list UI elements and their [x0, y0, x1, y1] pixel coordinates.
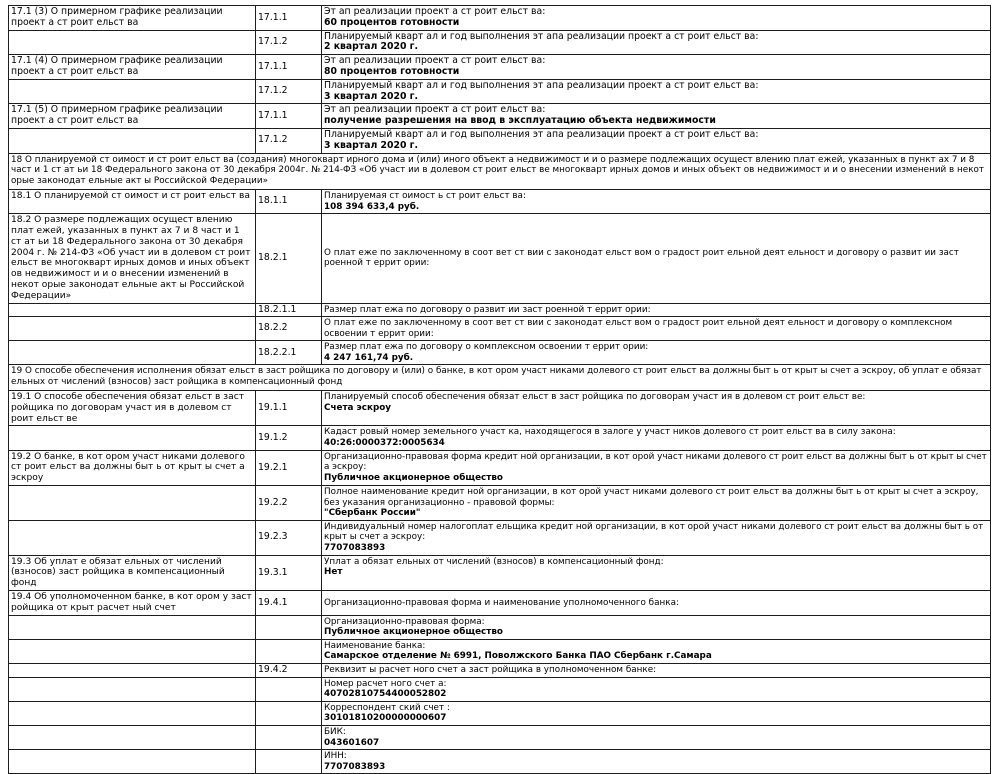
row-number-cell: 19.2.2: [256, 486, 322, 521]
table-row: [9, 555, 991, 590]
field-value: Счета эскроу: [324, 402, 392, 413]
field-label: Размер плат ежа по договору о развит ии заст роенной т еррит ории:: [324, 304, 651, 315]
field-label: Индивидуальный номер налогоплат ельщика кредит ной организации, в кот орой участ никами долевого ст роит ельст ва должны быт ь от крыт ы счет а эскроу:: [324, 521, 984, 543]
field-value: 3 квартал 2020 г.: [324, 90, 419, 102]
field-label: БИК:: [324, 726, 346, 737]
row-content-cell: [322, 214, 991, 303]
field-value: 108 394 633,4 руб.: [324, 201, 420, 212]
table-row: [9, 214, 991, 303]
row-content-cell: [322, 55, 991, 80]
row-content-cell: [322, 486, 991, 521]
row-number-cell: 19.4.2: [256, 663, 322, 677]
field-label: Уплат а обязат ельных от числений (взносов) в компенсационный фонд:: [324, 556, 664, 567]
row-content-cell: [322, 615, 991, 639]
row-number-cell: [256, 677, 322, 701]
declaration-table: [8, 5, 991, 774]
table-row: [9, 520, 991, 555]
row-number-cell: 17.1.1: [256, 6, 322, 31]
field-value: "Сбербанк России": [324, 508, 421, 519]
row-topic-cell: [9, 341, 256, 365]
row-number-cell: 19.2.3: [256, 520, 322, 555]
row-content-cell: [322, 701, 991, 725]
table-row: [9, 55, 991, 80]
field-value: получение разрешения на ввод в эксплуатацию объекта недвижимости: [324, 115, 716, 127]
field-value: 30101810200000000607: [324, 713, 447, 724]
row-topic-cell: [9, 79, 256, 104]
row-topic-cell: [9, 520, 256, 555]
row-topic-cell: [9, 128, 256, 153]
row-number-cell: 19.4.1: [256, 591, 322, 616]
row-number-cell: 17.1.1: [256, 55, 322, 80]
row-topic-cell: 17.1 (4) О примерном графике реализации проект а ст роит ельст ва: [9, 55, 256, 80]
field-label: Организационно-правовая форма:: [324, 616, 485, 627]
row-content-cell: [322, 725, 991, 749]
table-row: [9, 317, 991, 341]
row-number-cell: 18.2.1.1: [256, 303, 322, 317]
row-content-cell: [322, 663, 991, 677]
row-number-cell: 17.1.1: [256, 104, 322, 129]
row-content-cell: [322, 591, 991, 616]
field-value: Самарское отделение № 6991, Поволжского Банка ПАО Сбербанк г.Самара: [324, 651, 712, 662]
row-content-cell: [322, 555, 991, 590]
row-topic-cell: 17.1 (3) О примерном графике реализации проект а ст роит ельст ва: [9, 6, 256, 31]
row-topic-cell: 19.3 Об уплат е обязат ельных от числений (взносов) заст ройщика в компенсационный фонд: [9, 555, 256, 590]
table-row: [9, 30, 991, 55]
row-topic-cell: [9, 725, 256, 749]
field-label: Корреспондент ский счет :: [324, 702, 450, 713]
row-content-cell: [322, 677, 991, 701]
row-topic-cell: [9, 426, 256, 450]
field-value: Нет: [324, 567, 343, 578]
field-value: 043601607: [324, 737, 380, 748]
row-topic-cell: 19.1 О способе обеспечения обязат ельст в заст ройщика по договорам участ ия в долевом ст роит ельст ве: [9, 391, 256, 426]
row-content-cell: [322, 6, 991, 31]
field-value: 80 процентов готовности: [324, 65, 460, 77]
field-value: Публичное акционерное общество: [324, 472, 503, 483]
row-topic-cell: [9, 750, 256, 774]
row-topic-cell: [9, 317, 256, 341]
table-row: [9, 615, 991, 639]
row-content-cell: [322, 128, 991, 153]
row-topic-cell: [9, 701, 256, 725]
field-label: Планируемый кварт ал и год выполнения эт апа реализации проект а ст роит ельст ва:: [324, 30, 759, 42]
field-label: Эт ап реализации проект а ст роит ельст ва:: [324, 6, 546, 17]
table-row: [9, 591, 991, 616]
field-label: Эт ап реализации проект а ст роит ельст ва:: [324, 55, 546, 67]
row-number-cell: 18.2.2.1: [256, 341, 322, 365]
field-label: Планируемая ст оимост ь ст роит ельст ва:: [324, 190, 526, 201]
field-label: Организационно-правовая форма и наименование уполномоченного банка:: [324, 597, 679, 608]
row-topic-cell: [9, 486, 256, 521]
section-header-row: [9, 153, 991, 189]
table-row: [9, 450, 991, 485]
row-number-cell: 17.1.2: [256, 30, 322, 55]
row-number-cell: 19.2.1: [256, 450, 322, 485]
field-value: 40:26:0000372:0005634: [324, 438, 445, 449]
row-number-cell: [256, 750, 322, 774]
row-content-cell: [322, 317, 991, 341]
row-content-cell: [322, 750, 991, 774]
row-topic-cell: 19.2 О банке, в кот ором участ никами долевого ст роит ельст ва должны быт ь от крыт ы счет а эскроу: [9, 450, 256, 485]
table-row: [9, 663, 991, 677]
field-label: Наименование банка:: [324, 640, 426, 651]
row-number-cell: [256, 615, 322, 639]
row-number-cell: 19.3.1: [256, 555, 322, 590]
row-topic-cell: 18.1 О планируемой ст оимост и ст роит ельст ва: [9, 189, 256, 213]
table-row: [9, 701, 991, 725]
row-content-cell: [322, 189, 991, 213]
row-content-cell: [322, 520, 991, 555]
table-row: [9, 391, 991, 426]
field-label: Кадаст ровый номер земельного участ ка, находящегося в залоге у участ ников долевого ст роит ельст ва в силу закона:: [324, 427, 896, 438]
field-value: 60 процентов готовности: [324, 16, 460, 28]
section-18-header: 18 О планируемой ст оимост и ст роит ельст ва (создания) многокварт ирного дома и (или) иного объект а недвижимост и и о размере подлежащих осущест влению плат ежей, указанных в пункт ах 7 и 8 част и 1 ст ат ьи 18 Федерального закона от 30 декабря 2004г. № 214-ФЗ «Об участ ии в долевом ст роит ельст ве многокварт ирных домов и иных объект ов недвижимост и и о внесении изменений в некот орые законодат ельные акт ы Российской Федерации»: [9, 153, 991, 189]
field-value: 4 247 161,74 руб.: [324, 352, 414, 363]
row-topic-cell: 19.4 Об уполномоченном банке, в кот ором у заст ройщика от крыт расчет ный счет: [9, 591, 256, 616]
field-value: 40702810754400052802: [324, 689, 447, 700]
field-label: ИНН:: [324, 751, 347, 762]
row-topic-cell: [9, 30, 256, 55]
row-number-cell: [256, 725, 322, 749]
row-content-cell: [322, 639, 991, 663]
table-row: [9, 104, 991, 129]
field-value: 7707083893: [324, 761, 386, 772]
table-row: [9, 6, 991, 31]
row-topic-cell: [9, 615, 256, 639]
field-label: Реквизит ы расчет ного счет а заст ройщика в уполномоченном банке:: [324, 664, 657, 675]
table-row: [9, 128, 991, 153]
table-row: [9, 750, 991, 774]
row-topic-cell: [9, 303, 256, 317]
field-label: Организационно-правовая форма кредит ной организации, в кот орой участ никами долевого ст роит ельст ва должны быт ь от крыт ы счет а эскроу:: [324, 451, 987, 473]
row-number-cell: 17.1.2: [256, 79, 322, 104]
row-number-cell: 18.1.1: [256, 189, 322, 213]
row-content-cell: [322, 391, 991, 426]
table-row: [9, 725, 991, 749]
field-label: Планируемый кварт ал и год выполнения эт апа реализации проект а ст роит ельст ва:: [324, 128, 759, 140]
field-label: Номер расчет ного счет а:: [324, 678, 447, 689]
row-topic-cell: 18.2 О размере подлежащих осущест влению плат ежей, указанных в пункт ах 7 и 8 част и 1 ст ат ьи 18 Федерального закона от 30 декабря 2004 г. № 214-ФЗ «Об участ ии в долевом ст роит ельст ве многокварт ирных домов и иных объект ов недвижимост и и о внесении изменений в некот орые законодат ельные акт ы Российской Федерации»: [9, 214, 256, 303]
row-number-cell: 18.2.1: [256, 214, 322, 303]
row-number-cell: [256, 639, 322, 663]
field-label: Полное наименование кредит ной организации, в кот орой участ никами долевого ст роит ельст ва должны быт ь от крыт ы счет а эскроу, без указания организационно - правовой формы:: [324, 487, 979, 508]
row-number-cell: 18.2.2: [256, 317, 322, 341]
row-content-cell: [322, 450, 991, 485]
table-row: [9, 639, 991, 663]
row-number-cell: [256, 701, 322, 725]
row-content-cell: [322, 104, 991, 129]
field-label: Размер плат ежа по договору о комплексном освоении т еррит ории:: [324, 342, 649, 353]
row-number-cell: 17.1.2: [256, 128, 322, 153]
field-label: Планируемый способ обеспечения обязат ельст в заст ройщика по договорам участ ия в долевом ст роит ельст ве:: [324, 392, 866, 403]
row-topic-cell: [9, 677, 256, 701]
table-row: [9, 426, 991, 450]
row-number-cell: 19.1.2: [256, 426, 322, 450]
row-content-cell: [322, 303, 991, 317]
field-label: О плат еже по заключенному в соот вет ст вии с законодат ельст вом о градост роит ельной деят ельност и договору о комплексном освоении т еррит ории:: [324, 318, 953, 339]
table-row: [9, 79, 991, 104]
row-content-cell: [322, 426, 991, 450]
row-topic-cell: [9, 663, 256, 677]
row-content-cell: [322, 341, 991, 365]
table-row: [9, 303, 991, 317]
row-content-cell: [322, 79, 991, 104]
section-header-row: [9, 365, 991, 391]
row-topic-cell: [9, 639, 256, 663]
table-row: [9, 677, 991, 701]
field-value: 7707083893: [324, 543, 386, 554]
field-value: 2 квартал 2020 г.: [324, 41, 419, 53]
field-label: Планируемый кварт ал и год выполнения эт апа реализации проект а ст роит ельст ва:: [324, 79, 759, 91]
table-row: [9, 189, 991, 213]
row-number-cell: 19.1.1: [256, 391, 322, 426]
field-value: 3 квартал 2020 г.: [324, 139, 419, 151]
field-label: О плат еже по заключенному в соот вет ст вии с законодат ельст вом о градост роит ельной деят ельност и договору о развит ии заст роенной т еррит ории:: [324, 247, 959, 269]
row-topic-cell: 17.1 (5) О примерном графике реализации проект а ст роит ельст ва: [9, 104, 256, 129]
table-row: [9, 341, 991, 365]
section-19-header: 19 О способе обеспечения исполнения обязат ельст в заст ройщика по договору и (или) о банке, в кот ором участ никами долевого ст роит ельст ва должны быт ь от крыт ы счет а эскроу, об уплат е обязат ельных от числений (взносов) заст ройщика в компенсационный фонд: [9, 365, 991, 391]
row-content-cell: [322, 30, 991, 55]
table-row: [9, 486, 991, 521]
field-value: Публичное акционерное общество: [324, 627, 503, 638]
field-label: Эт ап реализации проект а ст роит ельст ва:: [324, 104, 546, 116]
